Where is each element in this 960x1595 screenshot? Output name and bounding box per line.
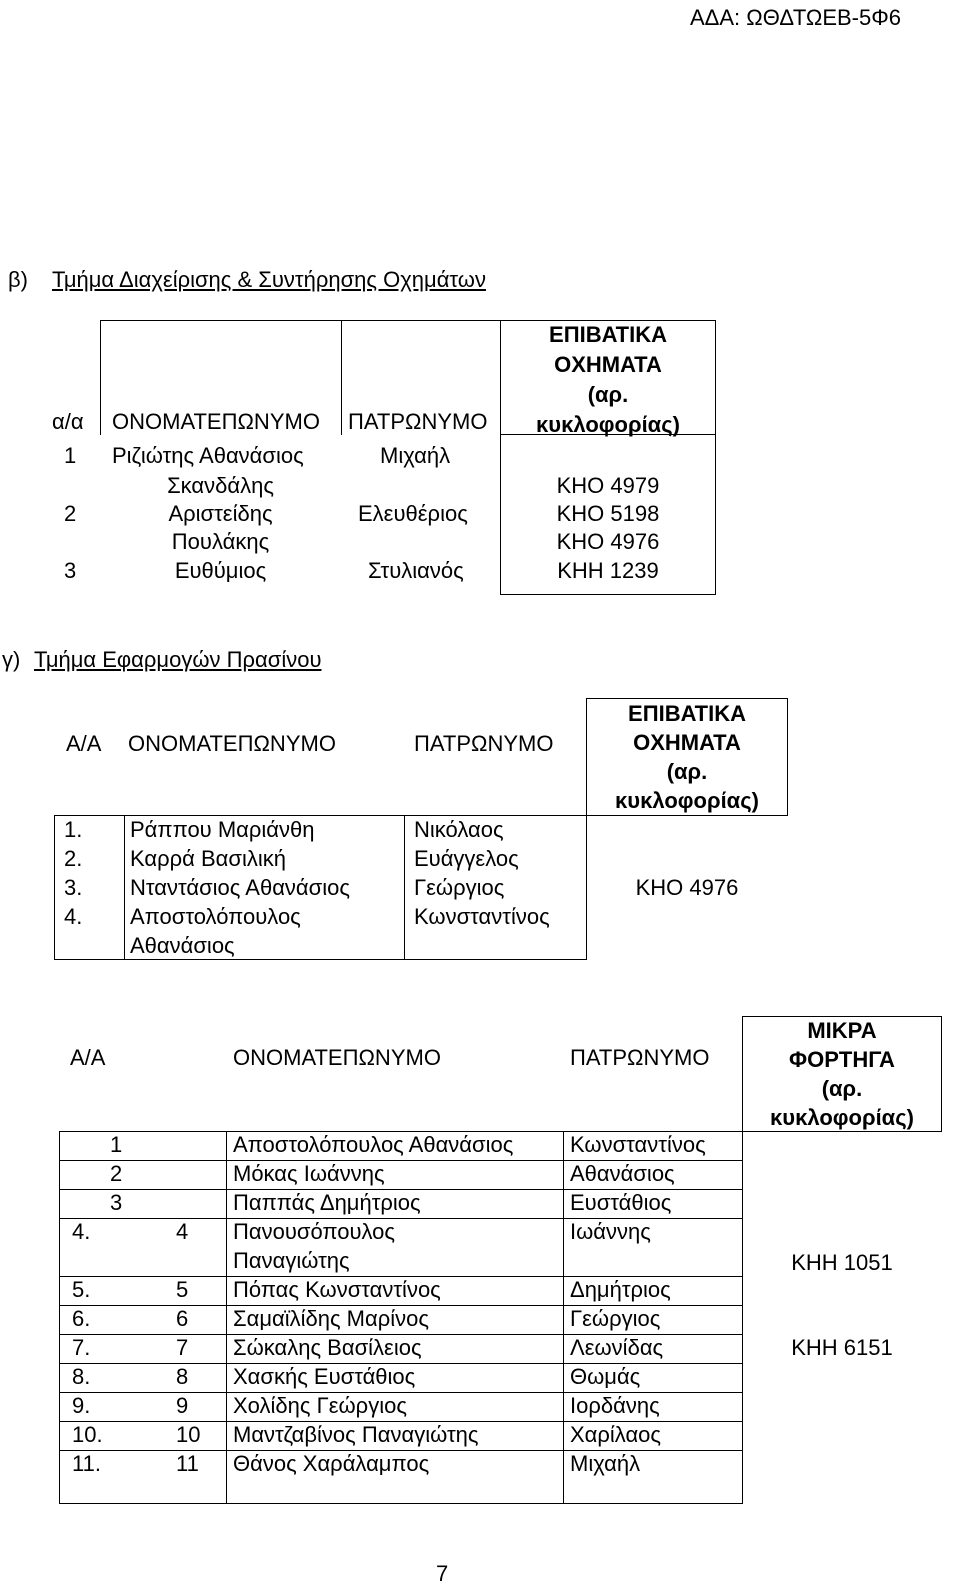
section-c-heading: Τμήμα Εφαρμογών Πρασίνου (34, 647, 322, 672)
table-row-num: 10. (72, 1422, 103, 1447)
table-row-num: 8. (72, 1364, 91, 1389)
table-row-num: 3 (64, 558, 77, 583)
table-row-father: Στυλιανός (368, 558, 464, 583)
plate-number: ΚΗΗ 1051 (791, 1250, 893, 1275)
header-line: ΕΠΙΒΑΤΙΚΑ (549, 322, 667, 347)
header-line: κυκλοφορίας) (536, 412, 680, 437)
table-row-name: Ράππου Μαριάνθη (130, 817, 315, 842)
table-row-name: Νταντάσιος Αθανάσιος (130, 875, 350, 900)
table-row-father: Θωμάς (570, 1364, 641, 1389)
plate-number: ΚΗΟ 4976 (556, 529, 660, 554)
col-header-vehicles (742, 1016, 942, 1132)
table-row-name: Σκανδάλης (167, 473, 274, 498)
col-header-vehicles (586, 699, 788, 815)
table-row-father: Γεώργιος (570, 1306, 661, 1331)
table-row-father: Λεωνίδας (570, 1335, 664, 1360)
section-c-prefix: γ) (2, 647, 21, 672)
plate-number: ΚΗΟ 5198 (556, 501, 660, 526)
table-row-father: Ελευθέριος (358, 501, 468, 526)
table-row-num: 10 (176, 1422, 201, 1447)
table-row-name: Χολίδης Γεώργιος (233, 1393, 407, 1418)
table-row-name: Σώκαλης Βασίλειος (233, 1335, 422, 1360)
col-header-name: ΟΝΟΜΑΤΕΠΩΝΥΜΟ (233, 1045, 441, 1070)
table-row-father: Ευστάθιος (570, 1190, 672, 1215)
table-row-father: Μιχαήλ (380, 443, 451, 468)
table-row-father: Γεώργιος (414, 875, 505, 900)
header-line: (αρ. (821, 1076, 863, 1101)
table-row-name: Σαμαϊλίδης Μαρίνος (233, 1306, 429, 1331)
table-row-num: 5 (176, 1277, 189, 1302)
section-b-prefix: β) (8, 267, 28, 292)
table-row-name: Πόπας Κωνσταντίνος (233, 1277, 441, 1302)
table-row-num: 7 (176, 1335, 189, 1360)
table-row-father: Χαρίλαος (570, 1422, 662, 1447)
table-row-num: 3. (64, 875, 83, 900)
table-row-father: Δημήτριος (570, 1277, 671, 1302)
table-row-name: Θάνος Χαράλαμπος (233, 1451, 430, 1476)
table-row-num: 4. (64, 904, 83, 929)
header-line: ΕΠΙΒΑΤΙΚΑ (628, 701, 746, 726)
table-row-name: Καρρά Βασιλική (130, 846, 286, 871)
table-row-name: Παππάς Δημήτριος (233, 1190, 421, 1215)
col-header-num: Α/Α (70, 1045, 106, 1070)
table-row-name: Μαντζαβίνος Παναγιώτης (233, 1422, 479, 1447)
table-row-num: 11 (176, 1451, 199, 1476)
header-line: κυκλοφορίας) (615, 788, 759, 813)
table-row-name: Πουλάκης (171, 529, 270, 554)
header-line: ΟΧΗΜΑΤΑ (554, 352, 662, 377)
table-row-father: Μιχαήλ (570, 1451, 641, 1476)
table-row-name-cont: Ευθύμιος (174, 558, 267, 583)
col-header-father: ΠΑΤΡΩΝΥΜΟ (414, 731, 554, 756)
col-header-name: ΟΝΟΜΑΤΕΠΩΝΥΜΟ (128, 731, 336, 756)
table-row-name: Πανουσόπουλος (233, 1219, 396, 1244)
table-row-num: 9 (176, 1393, 189, 1418)
table-row-father: Ιορδάνης (570, 1393, 660, 1418)
header-line: (αρ. (587, 382, 629, 407)
table-row-num: 4. (72, 1219, 91, 1244)
table-row-name-cont: Παναγιώτης (233, 1248, 350, 1273)
table-row-num: 1. (64, 817, 83, 842)
header-line: ΦΟΡΤΗΓΑ (789, 1047, 895, 1072)
table-row-num: 11. (72, 1451, 101, 1476)
page-number: 7 (436, 1561, 449, 1586)
header-line: κυκλοφορίας) (770, 1105, 914, 1130)
table-row-num: 6. (72, 1306, 91, 1331)
table-row-num: 8 (176, 1364, 189, 1389)
table-row-name-cont: Αριστείδης (168, 501, 273, 526)
document-id: ΑΔΑ: ΩΘΔΤΩΕΒ-5Φ6 (690, 5, 902, 30)
table-row-num: 5. (72, 1277, 91, 1302)
plate-number: ΚΗΗ 6151 (791, 1335, 893, 1360)
table-row-num: 7. (72, 1335, 91, 1360)
col-header-num: Α/Α (66, 731, 102, 756)
table-row-name-cont: Αθανάσιος (130, 933, 235, 958)
header-line: ΜΙΚΡΑ (807, 1018, 877, 1043)
table-row-father: Ιωάννης (570, 1219, 651, 1244)
table-row-father: Ευάγγελος (414, 846, 519, 871)
table-row-name: Αποστολόπουλος (130, 904, 301, 929)
table-row-num: 3 (110, 1190, 123, 1215)
table-row-father: Αθανάσιος (570, 1161, 675, 1186)
table-row-num: 1 (64, 443, 77, 468)
table-row-num: 1 (110, 1132, 123, 1157)
table-row-num: 9. (72, 1393, 91, 1418)
col-header-num: α/α (52, 409, 84, 434)
header-line: (αρ. (666, 759, 708, 784)
table-row-num: 2 (110, 1161, 123, 1186)
table-row-num: 2. (64, 846, 83, 871)
col-header-vehicles (500, 320, 716, 440)
col-header-name: ΟΝΟΜΑΤΕΠΩΝΥΜΟ (112, 409, 320, 434)
table-row-name: Μόκας Ιωάννης (233, 1161, 385, 1186)
plate-number: ΚΗΟ 4979 (556, 473, 660, 498)
col-header-father: ΠΑΤΡΩΝΥΜΟ (570, 1045, 710, 1070)
col-header-father: ΠΑΤΡΩΝΥΜΟ (348, 409, 488, 434)
table-row-num: 2 (64, 501, 77, 526)
table-row-num: 4 (176, 1219, 189, 1244)
table-row-father: Κωνσταντίνος (570, 1132, 706, 1157)
table-row-name: Ριζιώτης Αθανάσιος (112, 443, 304, 468)
table-row-name: Χασκής Ευστάθιος (233, 1364, 416, 1389)
table-row-name: Αποστολόπουλος Αθανάσιος (233, 1132, 514, 1157)
table-row-num: 6 (176, 1306, 189, 1331)
plate-number: ΚΗΟ 4976 (635, 875, 739, 900)
plate-number: ΚΗΗ 1239 (557, 558, 659, 583)
table-row-father: Νικόλαος (414, 817, 504, 842)
section-b-heading: Τμήμα Διαχείρισης & Συντήρησης Οχημάτων (52, 267, 486, 292)
table-row-father: Κωνσταντίνος (414, 904, 550, 929)
header-line: ΟΧΗΜΑΤΑ (633, 730, 741, 755)
